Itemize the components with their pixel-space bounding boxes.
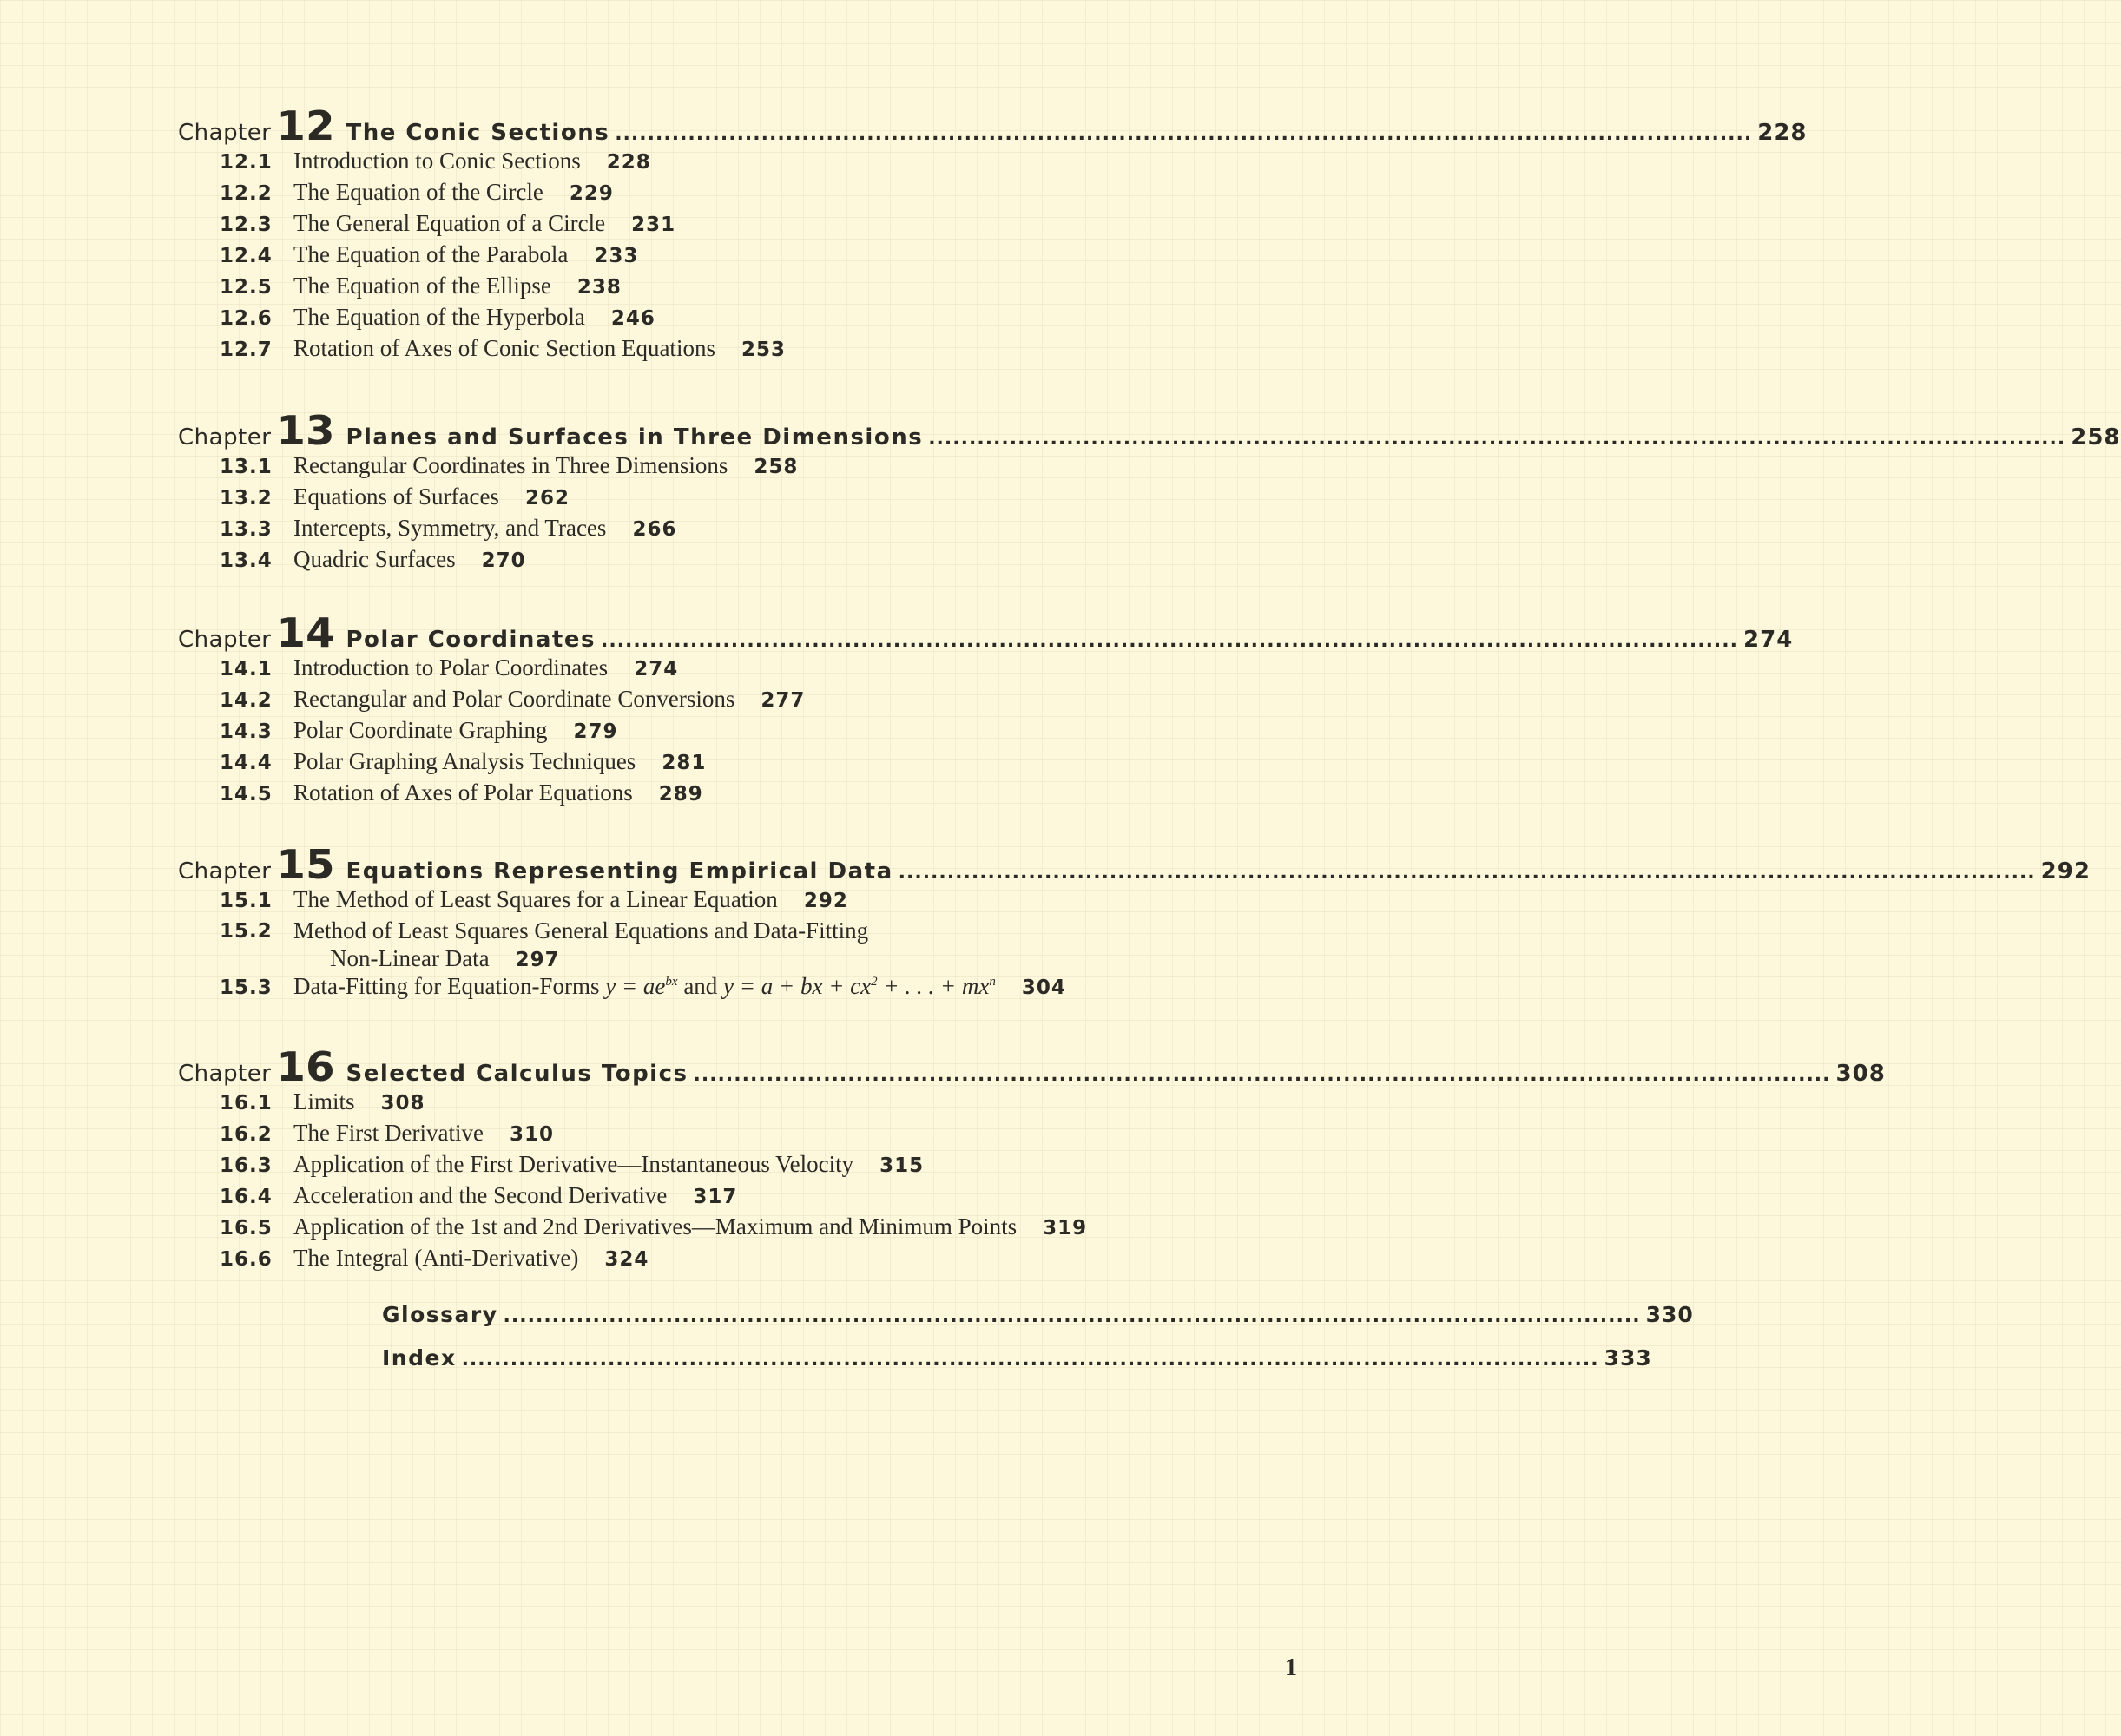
section-page: 310 — [509, 1123, 554, 1146]
chapter-number: 12 — [276, 102, 336, 149]
section-title: The Equation of the Ellipse — [293, 273, 551, 299]
page-number: 1 — [1285, 1654, 1297, 1681]
section-number: 13.2 — [220, 487, 273, 510]
section-page: 270 — [481, 549, 526, 572]
section-page: 238 — [576, 276, 622, 299]
section-title: Introduction to Conic Sections — [293, 148, 581, 174]
section-title: Data-Fitting for Equation-Forms $y = ae^{bx}$ and y = a + bx + $cx^2$ + . . . + $mx^n$ — [293, 973, 996, 999]
chapter-14 — [178, 609, 1794, 811]
section-number: 15.2 — [220, 920, 273, 943]
section-number: 16.3 — [220, 1154, 273, 1177]
section-page: 231 — [631, 214, 676, 236]
section-page: 317 — [693, 1186, 738, 1208]
section-page: 289 — [658, 783, 703, 806]
section-number: 13.4 — [220, 549, 273, 572]
section-list — [178, 148, 1150, 366]
section-number: 12.1 — [220, 151, 273, 174]
section-page: 274 — [634, 658, 679, 681]
dot-leader: ............................................................................................................................................ — [461, 1349, 1599, 1371]
section-number: 14.5 — [220, 783, 273, 806]
section-title: Acceleration and the Second Derivative — [293, 1182, 668, 1208]
section-title: Limits — [293, 1088, 355, 1115]
back-matter — [382, 1302, 1694, 1389]
section-page: 253 — [741, 339, 786, 361]
dot-leader: ............................................................................................................................................ — [615, 123, 1753, 145]
section-title: Rectangular Coordinates in Three Dimensions — [293, 452, 728, 478]
section-number: 14.2 — [220, 689, 273, 712]
dot-leader: ............................................................................................................................................ — [600, 630, 1739, 652]
chapter-title: The Conic Sections — [346, 120, 610, 146]
section-number: 16.5 — [220, 1217, 273, 1240]
index-entry — [382, 1345, 1652, 1389]
section-item — [178, 148, 1150, 179]
section-title: Introduction to Polar Coordinates — [293, 654, 609, 681]
chapter-16 — [178, 1043, 1886, 1276]
section-page: 258 — [754, 456, 799, 478]
chapter-word: Chapter — [178, 424, 272, 450]
index-page: 333 — [1604, 1345, 1652, 1371]
section-item — [178, 1120, 1150, 1151]
chapter-12 — [178, 102, 1808, 366]
chapter-number: 16 — [276, 1043, 336, 1090]
section-title: Rotation of Axes of Polar Equations — [293, 779, 633, 806]
section-list — [178, 452, 1150, 577]
chapter-number: 15 — [276, 841, 336, 888]
section-number: 15.1 — [220, 890, 273, 912]
section-title: The Equation of the Hyperbola — [293, 304, 585, 330]
section-title: The Equation of the Parabola — [293, 241, 569, 267]
equation-exponential: $y = ae^{bx}$ — [605, 973, 678, 999]
section-item — [178, 686, 1150, 717]
section-title: Method of Least Squares General Equations and Data-Fitting — [293, 917, 869, 944]
section-page: 228 — [606, 151, 651, 174]
section-item — [178, 654, 1150, 686]
section-number: 16.6 — [220, 1248, 273, 1271]
section-list — [178, 1088, 1150, 1276]
section-item — [178, 179, 1150, 210]
dot-leader: ............................................................................................................................................ — [898, 862, 2036, 884]
section-item — [178, 241, 1150, 273]
section-title: Rotation of Axes of Conic Section Equations — [293, 335, 715, 361]
section-number: 16.4 — [220, 1186, 273, 1208]
section-item — [178, 210, 1150, 241]
section-title-continuation: Non-Linear Data — [330, 945, 490, 971]
section-page: 277 — [761, 689, 806, 712]
section-item — [178, 1182, 1150, 1213]
section-item — [178, 483, 1150, 515]
section-item — [178, 886, 1150, 917]
section-title: The General Equation of a Circle — [293, 210, 606, 236]
section-number: 15.3 — [220, 976, 273, 999]
section-page: 319 — [1043, 1217, 1088, 1240]
section-item — [178, 717, 1150, 748]
section-item — [178, 515, 1150, 546]
section-item — [178, 779, 1150, 811]
section-page: 297 — [515, 949, 560, 971]
section-item — [178, 917, 1150, 973]
glossary-entry — [382, 1302, 1694, 1345]
section-page: 279 — [573, 720, 618, 743]
chapter-title: Equations Representing Empirical Data — [346, 858, 893, 884]
chapter-heading — [178, 1043, 1886, 1090]
section-number: 16.1 — [220, 1092, 273, 1115]
section-number: 12.3 — [220, 214, 273, 236]
section-page: 324 — [604, 1248, 649, 1271]
chapter-word: Chapter — [178, 858, 272, 884]
section-page: 308 — [380, 1092, 425, 1115]
section-title: Rectangular and Polar Coordinate Conversions — [293, 686, 735, 712]
chapter-number: 14 — [276, 609, 336, 656]
section-item — [178, 1245, 1150, 1276]
dot-leader: ............................................................................................................................................ — [928, 428, 2066, 450]
chapter-title: Selected Calculus Topics — [346, 1061, 688, 1087]
section-number: 13.1 — [220, 456, 273, 478]
section-item — [178, 1088, 1150, 1120]
section-page: 229 — [569, 182, 614, 205]
section-title: Quadric Surfaces — [293, 546, 456, 572]
section-list — [178, 654, 1150, 811]
chapter-heading — [178, 407, 2121, 454]
section-title: The First Derivative — [293, 1120, 484, 1146]
section-number: 12.4 — [220, 245, 273, 267]
chapter-word: Chapter — [178, 120, 272, 146]
section-item — [178, 546, 1150, 577]
section-item — [178, 304, 1150, 335]
section-number: 12.6 — [220, 307, 273, 330]
dot-leader: ............................................................................................................................................ — [503, 1305, 1641, 1327]
section-item — [178, 1213, 1150, 1245]
chapter-number: 13 — [276, 407, 336, 454]
glossary-label: Glossary — [382, 1302, 498, 1327]
section-title-prefix: Data-Fitting for Equation-Forms — [293, 973, 600, 999]
section-title: Polar Coordinate Graphing — [293, 717, 548, 743]
section-list — [178, 886, 1150, 1004]
section-title: Equations of Surfaces — [293, 483, 499, 510]
section-page: 304 — [1021, 976, 1066, 999]
chapter-word: Chapter — [178, 1061, 272, 1087]
section-page: 266 — [632, 518, 677, 541]
section-item — [178, 273, 1150, 304]
chapter-heading — [178, 609, 1794, 656]
index-label: Index — [382, 1345, 457, 1371]
section-title-block — [293, 917, 868, 973]
chapter-heading — [178, 102, 1808, 149]
section-item — [178, 452, 1150, 483]
section-number: 12.2 — [220, 182, 273, 205]
chapter-page: 274 — [1743, 627, 1794, 653]
chapter-13 — [178, 407, 2121, 577]
chapter-page: 228 — [1757, 120, 1808, 146]
section-page: 315 — [879, 1154, 925, 1177]
section-number: 14.4 — [220, 752, 273, 774]
section-page: 262 — [524, 487, 570, 510]
section-number: 12.7 — [220, 339, 273, 361]
section-number: 13.3 — [220, 518, 273, 541]
section-number: 12.5 — [220, 276, 273, 299]
section-page: 246 — [610, 307, 655, 330]
chapter-heading — [178, 841, 2091, 888]
section-item — [178, 335, 1150, 366]
section-title: The Method of Least Squares for a Linear Equation — [293, 886, 778, 912]
section-title: Intercepts, Symmetry, and Traces — [293, 515, 607, 541]
section-item — [178, 973, 1150, 1004]
section-number: 14.3 — [220, 720, 273, 743]
chapter-title: Polar Coordinates — [346, 627, 596, 653]
section-item — [178, 1151, 1150, 1182]
section-title: Application of the First Derivative—Instantaneous Velocity — [293, 1151, 854, 1177]
section-title: Polar Graphing Analysis Techniques — [293, 748, 636, 774]
section-page: 292 — [803, 890, 848, 912]
chapter-title: Planes and Surfaces in Three Dimensions — [346, 424, 924, 450]
chapter-page: 258 — [2071, 424, 2121, 450]
section-title: The Equation of the Circle — [293, 179, 543, 205]
section-page: 233 — [594, 245, 639, 267]
chapter-page: 308 — [1835, 1061, 1886, 1087]
section-number: 14.1 — [220, 658, 273, 681]
section-page: 281 — [662, 752, 707, 774]
section-number: 16.2 — [220, 1123, 273, 1146]
chapter-15 — [178, 841, 2091, 1004]
dot-leader: ............................................................................................................................................ — [693, 1064, 1831, 1086]
glossary-page: 330 — [1645, 1302, 1694, 1327]
section-title: Application of the 1st and 2nd Derivatives—Maximum and Minimum Points — [293, 1213, 1018, 1240]
chapter-word: Chapter — [178, 627, 272, 653]
section-item — [178, 748, 1150, 779]
equation-polynomial: y = a + bx + $cx^2$ + . . . + $mx^n$ — [723, 973, 996, 999]
chapter-page: 292 — [2040, 858, 2091, 884]
section-title: The Integral (Anti-Derivative) — [293, 1245, 579, 1271]
